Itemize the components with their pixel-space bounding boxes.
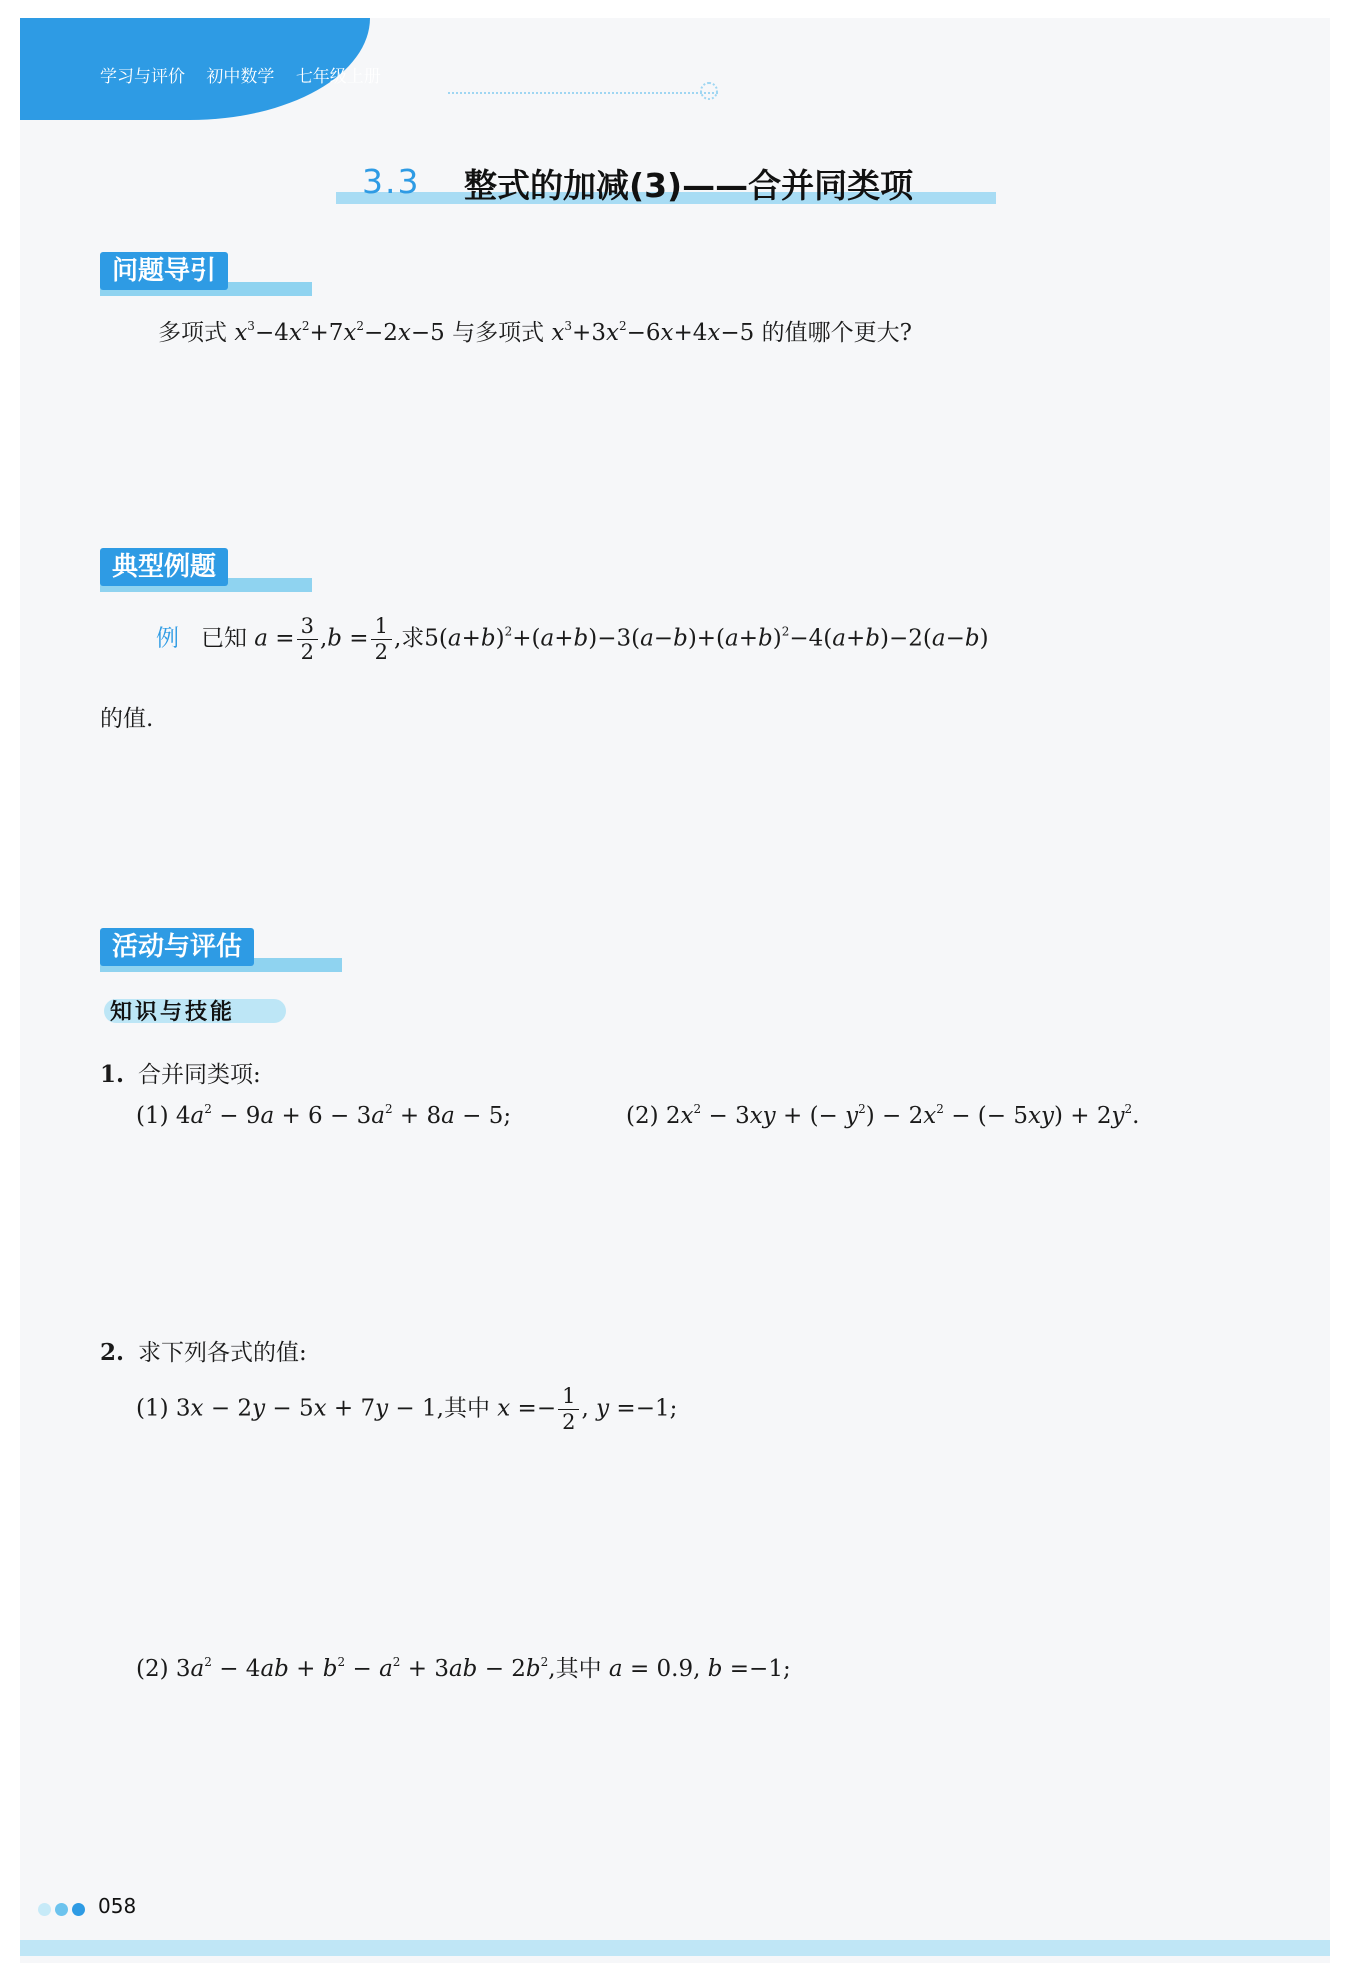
skills-subtag [104,995,286,1025]
question-number: 2. [100,1339,125,1366]
section-activity-label: 活动与评估 [100,928,254,966]
fraction: $\frac{3}{2}$ [297,614,318,665]
section-intro-tag [100,252,312,296]
question-2: 2. 求下列各式的值: [100,1339,307,1366]
footer-band [20,1940,1330,1956]
question-1-part-1: (1) $4a^2 - 9a + 6 - 3a^2 + 8a - 5$; [136,1102,512,1129]
subject-label: 初中数学 [206,67,275,87]
lesson-number: 3.3 [362,162,421,201]
section-activity-tag [100,928,342,972]
example-problem-end: 的值. [100,706,154,732]
question-2-part-2: (2) $3a^2 - 4ab + b^2 - a^2 + 3ab - 2b^2$,其中 a = 0.9, b =−1; [136,1655,791,1682]
example-problem: 例 已知 a = $\frac{3}{2}$ ,b = $\frac{1}{2}$ ,求$5(a+b)^2+(a+b)-3(a-b)+(a+b)^2-4(a+b)-2(a-b)$ [156,614,989,664]
question-2-part-1: (1) 3x − 2y − 5x + 7y − 1,其中 x =− $\frac{1}{2}$ , y =−1; [136,1384,678,1434]
footer-dot [72,1903,85,1916]
question-number: 1. [100,1061,125,1088]
lesson-title-text: 整式的加减(3)——合并同类项 [464,166,914,205]
lesson-title [336,158,996,204]
fraction: $\frac{1}{2}$ [371,614,392,665]
footer-dot [55,1903,68,1916]
question-1: 1. 合并同类项: [100,1061,261,1088]
header-dotted-decoration [448,80,718,94]
footer-dot [38,1903,51,1916]
book-title: 学习与评价 [100,67,185,87]
example-label: 例 [156,625,179,652]
footer-dots [38,1901,89,1920]
fraction: $\frac{1}{2}$ [558,1384,579,1435]
section-examples-label: 典型例题 [100,548,228,586]
running-header [100,62,397,87]
intro-question: 多项式 $x^3-4x^2+7x^2-2x-5$ 与多项式 $x^3+3x^2-6x+4x-5$ 的值哪个更大? [158,319,912,346]
page-number: 058 [98,1894,137,1918]
section-examples-tag [100,548,312,592]
grade-label: 七年级上册 [295,67,381,87]
skills-label: 知识与技能 [110,1000,236,1025]
question-1-part-2: (2) $2x^2 - 3xy$ + (− $y^2) - 2x^2$ − (− $5xy) + 2y^2$. [626,1102,1140,1129]
section-intro-label: 问题导引 [100,252,228,290]
